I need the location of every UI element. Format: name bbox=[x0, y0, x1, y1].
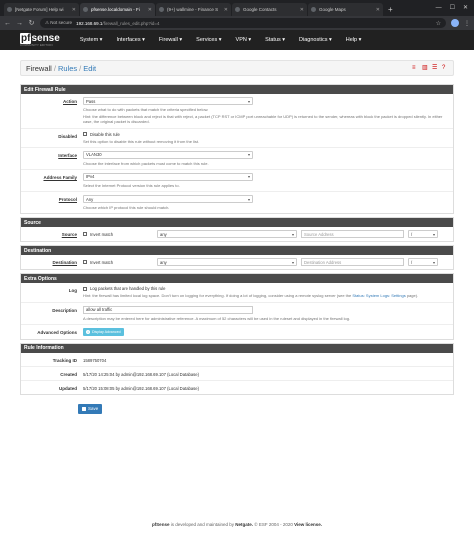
log-checkbox[interactable] bbox=[83, 287, 87, 291]
page-footer: pfSense is developed and maintained by Netgate. © ESF 2004 - 2020 View license. bbox=[151, 522, 323, 527]
browser-tab[interactable]: Google Maps ✕ bbox=[308, 3, 383, 16]
url-input[interactable] bbox=[40, 18, 446, 28]
extra-options-panel: Extra Options Log Log packets that are handled by this rule Hint: the firewall has limited local log space. Don't turn on logging for everything. If doing a lot of logging, consider using a remote syslog server (see the Status: System Logs: Settings page). Description allow all traffic A description may be entered here for administrative reference. A maximum of 52 characters will be used in the ruleset and displayed in the firewall log. Advanced Options i Display Advanced bbox=[20, 273, 454, 339]
page-content bbox=[0, 50, 474, 535]
bookmark-star-icon[interactable]: ☆ bbox=[435, 20, 441, 27]
destination-panel: Destination Destination Invert match any ▾ Destination Address / ▾ bbox=[20, 245, 454, 270]
nav-interfaces[interactable]: Interfaces ▾ bbox=[116, 37, 145, 43]
close-icon[interactable]: ✕ bbox=[299, 6, 304, 13]
destination-invert-checkbox[interactable] bbox=[83, 260, 87, 264]
chart-icon[interactable]: ▥ bbox=[422, 65, 428, 71]
updated-value: 5/17/20 15:08:05 by admin@192.168.69.107 (Local Database) bbox=[83, 385, 200, 391]
protocol-select[interactable]: Any ▾ bbox=[83, 195, 253, 203]
favicon-icon bbox=[311, 7, 316, 12]
favicon-icon bbox=[7, 7, 12, 12]
panel-heading: Source bbox=[21, 218, 453, 227]
sliders-icon[interactable]: ≡ bbox=[412, 65, 416, 71]
netgate-link[interactable]: Netgate. bbox=[235, 522, 254, 527]
action-select[interactable]: Pass ▾ bbox=[83, 97, 253, 105]
window-controls bbox=[430, 0, 474, 16]
nav-services[interactable]: Services ▾ bbox=[196, 37, 222, 43]
back-icon[interactable]: ← bbox=[4, 19, 11, 27]
source-invert-checkbox[interactable] bbox=[83, 232, 87, 236]
favicon-icon bbox=[83, 7, 88, 12]
browser-tabstrip bbox=[0, 0, 474, 16]
disabled-checkbox[interactable] bbox=[83, 132, 87, 136]
panel-heading: Edit Firewall Rule bbox=[21, 85, 453, 94]
source-mask-select[interactable]: / ▾ bbox=[408, 230, 438, 238]
view-license-link[interactable]: View license. bbox=[294, 522, 323, 527]
tracking-id-value: 1589750704 bbox=[83, 357, 107, 363]
url-host: 192.168.69.1 bbox=[76, 20, 103, 26]
browser-tab[interactable]: [Netgate Forum] Help wi ✕ bbox=[4, 3, 79, 16]
source-type-select[interactable]: any ▾ bbox=[157, 230, 297, 238]
address-family-select[interactable]: IPv4 ▾ bbox=[83, 173, 253, 181]
source-address-input[interactable]: Source Address bbox=[301, 230, 404, 238]
info-icon: i bbox=[87, 329, 89, 334]
destination-address-input[interactable]: Destination Address bbox=[301, 258, 404, 266]
destination-type-select[interactable]: any ▾ bbox=[157, 258, 297, 266]
list-icon[interactable]: ☰ bbox=[432, 65, 438, 71]
display-advanced-button[interactable]: i Display Advanced bbox=[83, 328, 124, 336]
close-icon[interactable]: ✕ bbox=[375, 6, 380, 13]
nav-diagnostics[interactable]: Diagnostics ▾ bbox=[299, 37, 332, 43]
favicon-icon bbox=[159, 7, 164, 12]
nav-system[interactable]: System ▾ bbox=[79, 37, 103, 43]
profile-avatar[interactable] bbox=[451, 19, 459, 27]
close-icon[interactable]: ✕ bbox=[223, 6, 228, 13]
panel-heading: Rule Information bbox=[21, 344, 453, 353]
breadcrumb-rules-link[interactable]: Rules bbox=[57, 63, 78, 73]
breadcrumb-edit-link[interactable]: Edit bbox=[83, 63, 97, 73]
nav-firewall[interactable]: Firewall ▾ bbox=[158, 37, 183, 43]
nav-help[interactable]: Help ▾ bbox=[345, 37, 362, 43]
save-icon bbox=[82, 407, 86, 411]
browser-tab[interactable]: Google Contacts ✕ bbox=[232, 3, 307, 16]
reload-icon[interactable]: ↻ bbox=[28, 20, 35, 27]
rule-information-panel: Rule Information Tracking ID 1589750704 Created 5/17/20 14:25:04 by admin@192.168.69.107 (Local Database) Updated 5/17/20 15:08:05 by admin@192.168.69.107 (Local Database) bbox=[20, 343, 454, 395]
close-icon[interactable]: ✕ bbox=[147, 6, 152, 13]
interface-select[interactable]: VLAN30 ▾ bbox=[83, 151, 253, 159]
created-value: 5/17/20 14:25:04 by admin@192.168.69.107 (Local Database) bbox=[83, 371, 200, 377]
nav-vpn[interactable]: VPN ▾ bbox=[235, 37, 252, 43]
pfsense-logo[interactable]: pfsense COMMUNITY EDITION bbox=[20, 32, 60, 47]
new-tab-button[interactable]: + bbox=[388, 5, 393, 14]
maximize-icon[interactable]: ☐ bbox=[449, 5, 455, 11]
save-button[interactable]: Save bbox=[78, 404, 102, 414]
destination-mask-select[interactable]: / ▾ bbox=[408, 258, 438, 266]
close-window-icon[interactable]: ✕ bbox=[462, 5, 468, 11]
panel-heading: Destination bbox=[21, 246, 453, 255]
pfsense-navbar bbox=[0, 30, 474, 50]
favicon-icon bbox=[235, 7, 240, 12]
panel-heading: Extra Options bbox=[21, 274, 453, 283]
close-icon[interactable]: ✕ bbox=[71, 6, 76, 13]
edit-rule-panel: Edit Firewall Rule Action Pass ▾ Choose what to do with packets that match the criteria specified below. Hint: the difference between block and reject is that with reject, a packet (TCP RST or ICMP port unreachable for UDP) is returned to the sender, whereas with block the packet is dropped silently. In either case, the original packet is discarded. Disabled Disable this rule Set this option to disable this rule without removing it from the list. Interface VLAN30 ▾ Choose the interface from which packets must come to match this rule. Address Family IPv4 ▾ Select the Internet Protocol version this rule applies to. Protocol Any ▾ Choose which IP protocol this rule should match. bbox=[20, 84, 454, 214]
browser-tab-active[interactable]: pfsense.localdomain - Fi ✕ bbox=[80, 3, 155, 16]
address-bar bbox=[0, 16, 474, 30]
breadcrumb: Firewall / Rules / Edit ≡ ▥ ☰ ? bbox=[20, 60, 454, 76]
forward-icon[interactable]: → bbox=[16, 19, 23, 27]
browser-tab[interactable]: (9+) wallmine - Finance S ✕ bbox=[156, 3, 231, 16]
syslog-settings-link[interactable]: Status: System Logs: Settings bbox=[352, 293, 406, 299]
not-secure-label[interactable]: ⚠ Not secure bbox=[45, 20, 73, 25]
browser-menu-icon[interactable]: ⋮ bbox=[464, 20, 470, 27]
source-panel: Source Source Invert match any ▾ Source Address / ▾ bbox=[20, 217, 454, 242]
help-icon[interactable]: ? bbox=[442, 65, 446, 71]
nav-status[interactable]: Status ▾ bbox=[265, 37, 286, 43]
minimize-icon[interactable]: — bbox=[435, 5, 442, 11]
description-input[interactable]: allow all traffic bbox=[83, 306, 253, 314]
url-path: /firewall_rules_edit.php?id=4 bbox=[102, 20, 160, 26]
